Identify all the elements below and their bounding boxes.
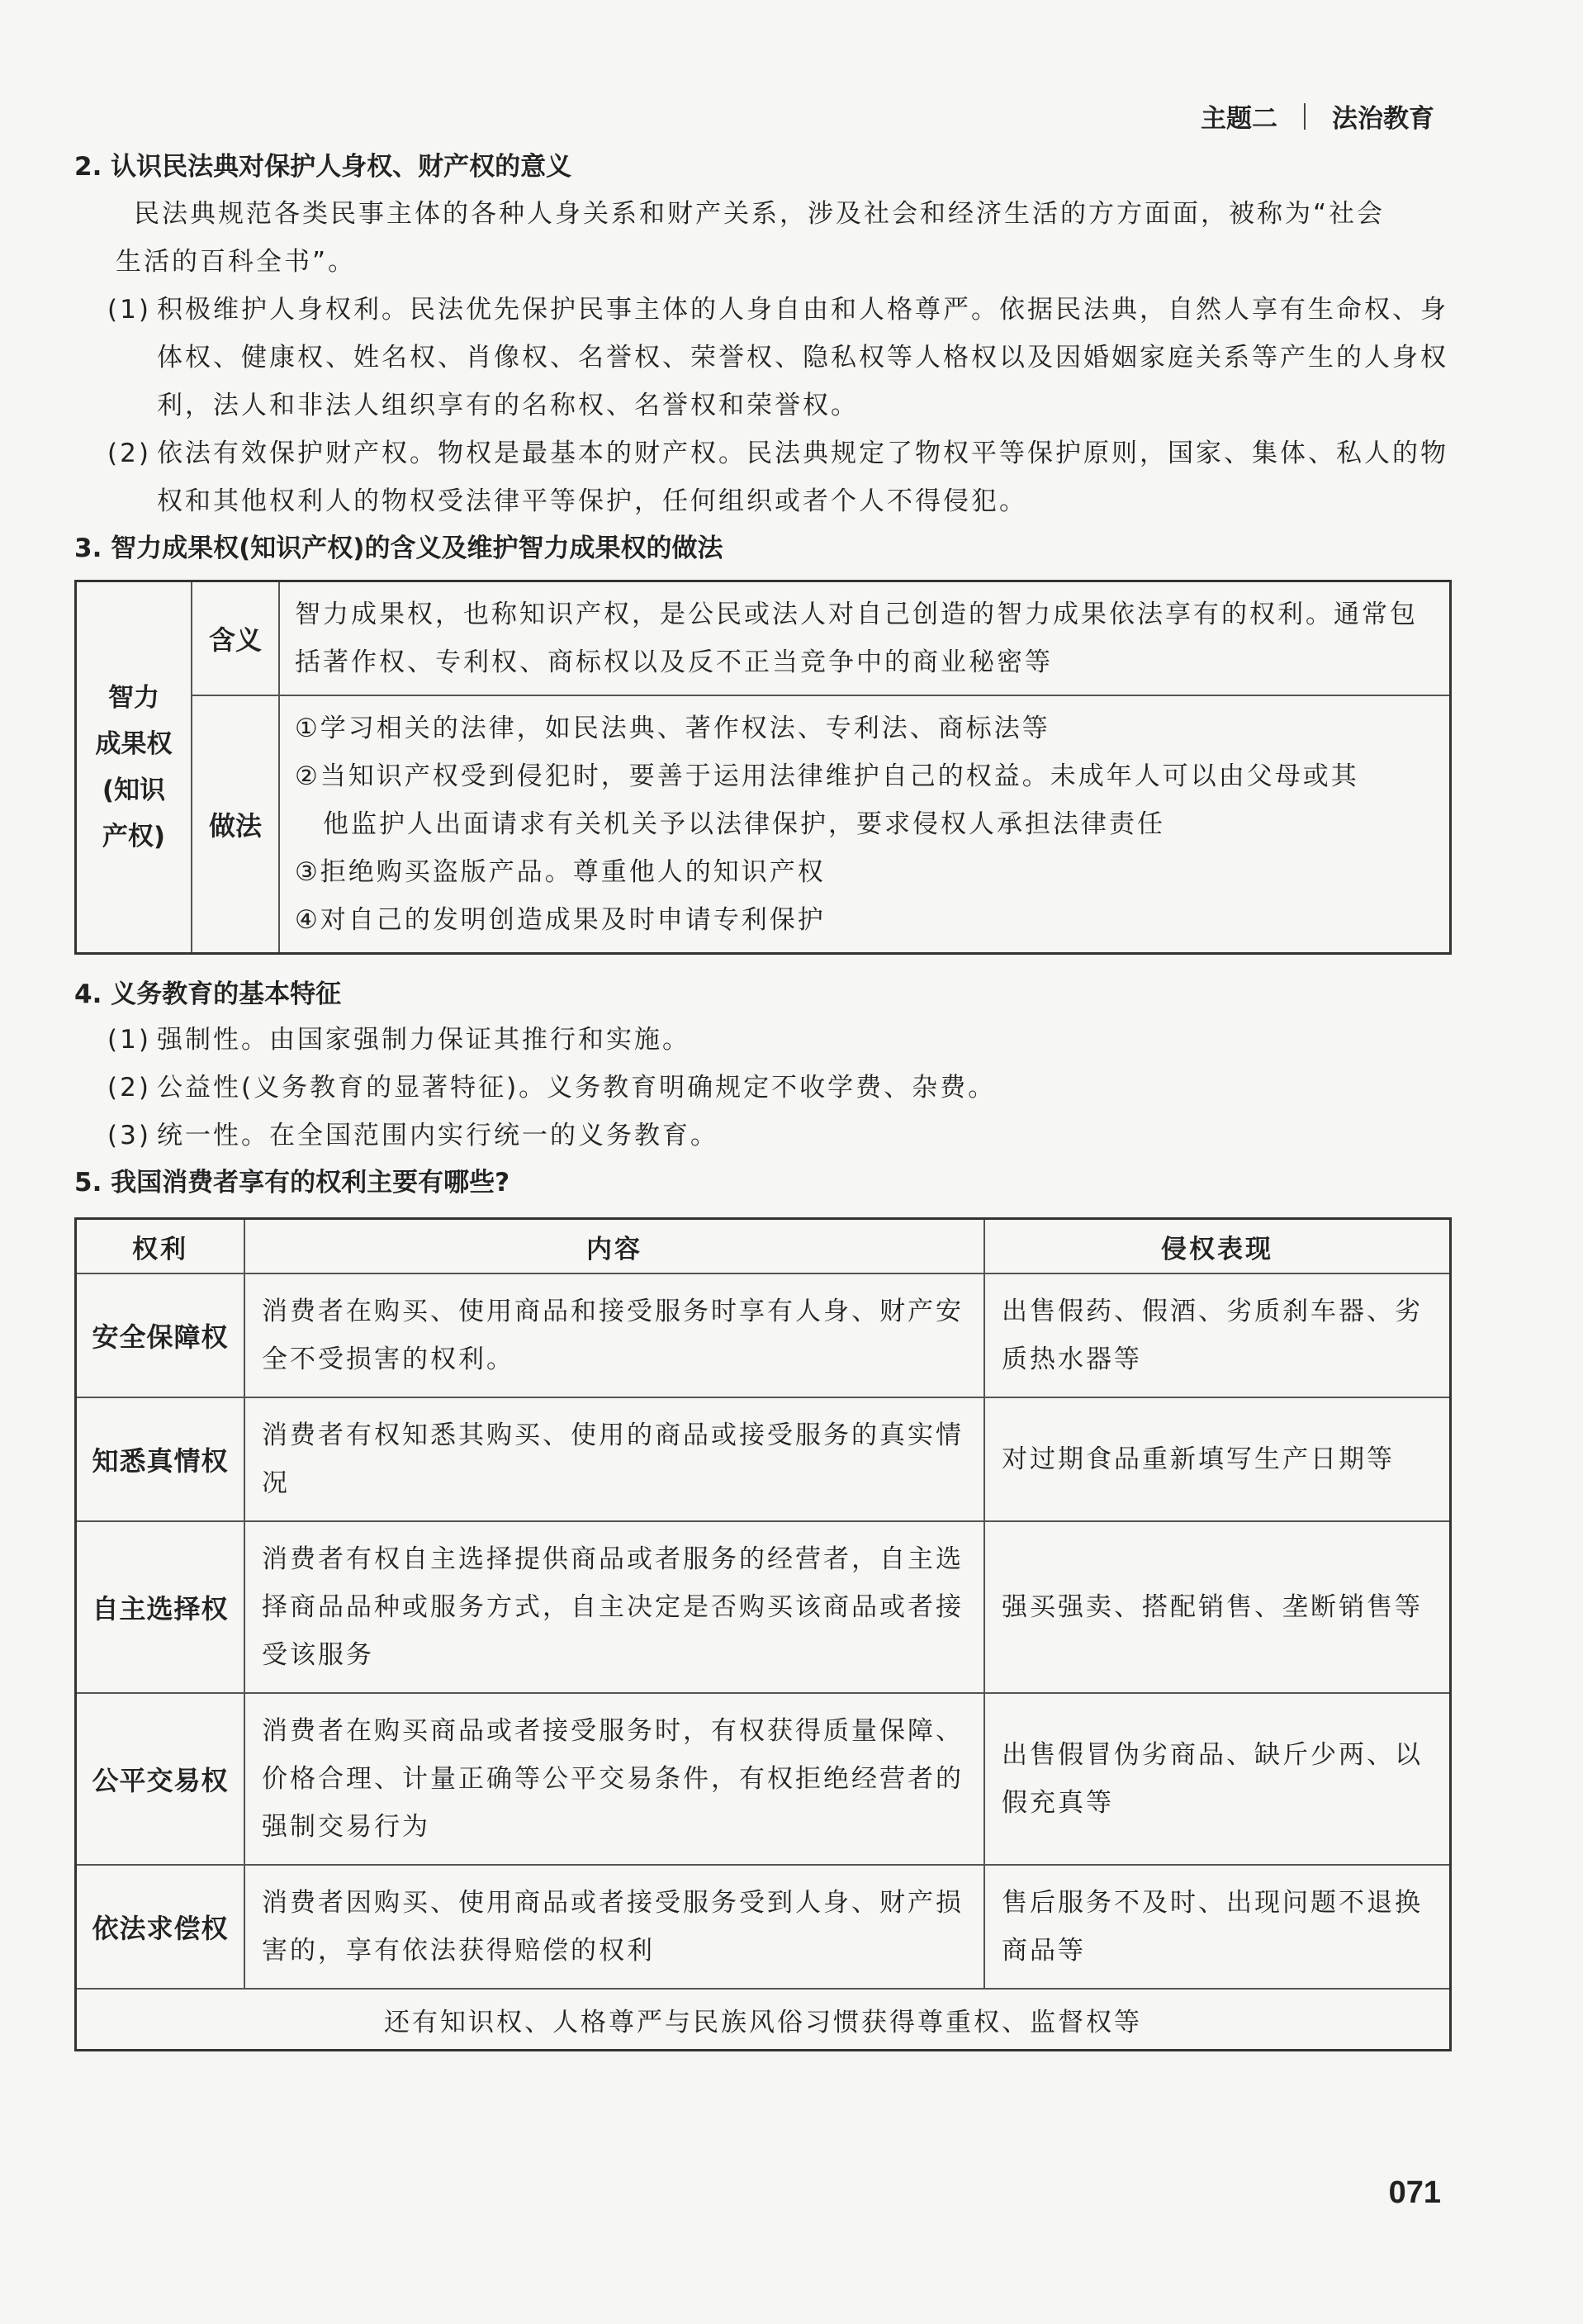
method-number: ③	[295, 857, 320, 887]
table-row	[76, 695, 1451, 954]
right-violation: 强买强卖、搭配销售、垄断销售等	[984, 1521, 1451, 1693]
method-item	[295, 704, 1434, 752]
list-item	[74, 429, 1452, 525]
table-footer-note: 还有知识权、人格尊严与民族风俗习惯获得尊重权、监督权等	[76, 1989, 1451, 2051]
column-header: 内容	[244, 1219, 984, 1274]
table-row	[76, 1521, 1451, 1693]
right-violation: 售后服务不及时、出现问题不退换商品等	[984, 1865, 1451, 1989]
table-row	[76, 1693, 1451, 1865]
method-list	[279, 695, 1451, 954]
list-item	[74, 1016, 1452, 1064]
page-content	[74, 149, 1452, 2051]
section-label: 主题二	[1201, 104, 1277, 134]
right-content: 消费者因购买、使用商品或者接受服务受到人身、财产损害的，享有依法获得赔偿的权利	[244, 1865, 984, 1989]
ip-rights-table	[74, 580, 1452, 955]
method-text: 当知识产权受到侵犯时，要善于运用法律维护自己的权益。未成年人可以由父母或其	[320, 761, 1359, 791]
ip-row-label	[76, 581, 192, 954]
item-text: 统一性。在全国范围内实行统一的义务教育。	[157, 1121, 718, 1150]
running-header	[1201, 97, 1434, 135]
right-content: 消费者有权自主选择提供商品或者服务的经营者，自主选择商品品种或服务方式，自主决定是否购买该商品或者接受该服务	[244, 1521, 984, 1693]
section-title: 法治教育	[1332, 104, 1434, 134]
section-2-intro-line-2: 生活的百科全书”。	[116, 247, 357, 277]
item-text: 依法有效保护财产权。物权是最基本的财产权。民法典规定了物权平等保护原则，国家、集体、私人的物权和其他权利人的物权受法律平等保护，任何组织或者个人不得侵犯。	[157, 439, 1448, 516]
method-text: 拒绝购买盗版产品。尊重他人的知识产权	[320, 857, 826, 887]
right-name: 知悉真情权	[76, 1397, 245, 1521]
page-number: 071	[1388, 2175, 1441, 2210]
list-item	[74, 286, 1452, 429]
table-row	[76, 1273, 1451, 1397]
right-content: 消费者在购买、使用商品和接受服务时享有人身、财产安全不受损害的权利。	[244, 1273, 984, 1397]
column-header: 侵权表现	[984, 1219, 1451, 1274]
item-number: (1)	[107, 295, 151, 325]
right-name: 自主选择权	[76, 1521, 245, 1693]
item-number: (1)	[107, 1025, 151, 1055]
list-item	[74, 1064, 1452, 1112]
label-line: (知识	[102, 775, 166, 805]
table-row	[76, 1865, 1451, 1989]
right-name: 安全保障权	[76, 1273, 245, 1397]
method-number: ②	[295, 761, 320, 791]
label-line: 智力	[108, 683, 159, 713]
column-header: 权利	[76, 1219, 245, 1274]
right-name: 依法求偿权	[76, 1865, 245, 1989]
item-number: (2)	[107, 439, 151, 468]
table-row	[76, 1397, 1451, 1521]
right-content: 消费者有权知悉其购买、使用的商品或接受服务的真实情况	[244, 1397, 984, 1521]
right-content: 消费者在购买商品或者接受服务时，有权获得质量保障、价格合理、计量正确等公平交易条件，有权拒绝经营者的强制交易行为	[244, 1693, 984, 1865]
method-continuation: 他监护人出面请求有关机关予以法律保护，要求侵权人承担法律责任	[323, 809, 1165, 839]
item-number: (3)	[107, 1121, 151, 1150]
table-footer-row	[76, 1989, 1451, 2051]
method-number: ①	[295, 714, 320, 743]
method-item	[295, 896, 1434, 944]
item-text: 强制性。由国家强制力保证其推行和实施。	[157, 1025, 690, 1055]
right-violation: 出售假冒伪劣商品、缺斤少两、以假充真等	[984, 1693, 1451, 1865]
meaning-label: 含义	[192, 581, 279, 696]
header-divider	[1304, 103, 1306, 130]
item-number: (2)	[107, 1073, 151, 1103]
method-text: 学习相关的法律，如民法典、著作权法、专利法、商标法等	[320, 714, 1050, 743]
method-text: 对自己的发明创造成果及时申请专利保护	[320, 905, 826, 935]
method-item	[295, 848, 1434, 896]
section-5-heading: 5. 我国消费者享有的权利主要有哪些?	[74, 1168, 510, 1198]
section-2-heading: 2. 认识民法典对保护人身权、财产权的意义	[74, 152, 572, 182]
right-violation: 出售假药、假酒、劣质刹车器、劣质热水器等	[984, 1273, 1451, 1397]
method-number: ④	[295, 905, 320, 935]
list-item	[74, 1112, 1452, 1160]
right-name: 公平交易权	[76, 1693, 245, 1865]
item-text: 公益性(义务教育的显著特征)。义务教育明确规定不收学费、杂费。	[157, 1073, 997, 1103]
section-4-heading: 4. 义务教育的基本特征	[74, 979, 342, 1009]
method-item	[295, 752, 1434, 800]
item-text: 积极维护人身权利。民法优先保护民事主体的人身自由和人格尊严。依据民法典，自然人享有生命权、身体权、健康权、姓名权、肖像权、名誉权、荣誉权、隐私权等人格权以及因婚姻家庭关系等产生的人身权利，法人和非法人组织享有的名称权、名誉权和荣誉权。	[157, 295, 1448, 420]
section-2-intro-line-1: 民法典规范各类民事主体的各种人身关系和财产关系，涉及社会和经济生活的方方面面，被称为“社会	[134, 199, 1386, 229]
consumer-rights-table	[74, 1217, 1452, 2051]
meaning-text: 智力成果权，也称知识产权，是公民或法人对自己创造的智力成果依法享有的权利。通常包括著作权、专利权、商标权以及反不正当竞争中的商业秘密等	[279, 581, 1451, 696]
table-row	[76, 581, 1451, 696]
label-line: 产权)	[102, 822, 166, 851]
label-line: 成果权	[95, 729, 173, 759]
right-violation: 对过期食品重新填写生产日期等	[984, 1397, 1451, 1521]
method-label: 做法	[192, 695, 279, 954]
section-3-heading: 3. 智力成果权(知识产权)的含义及维护智力成果权的做法	[74, 534, 723, 563]
table-header-row	[76, 1219, 1451, 1274]
